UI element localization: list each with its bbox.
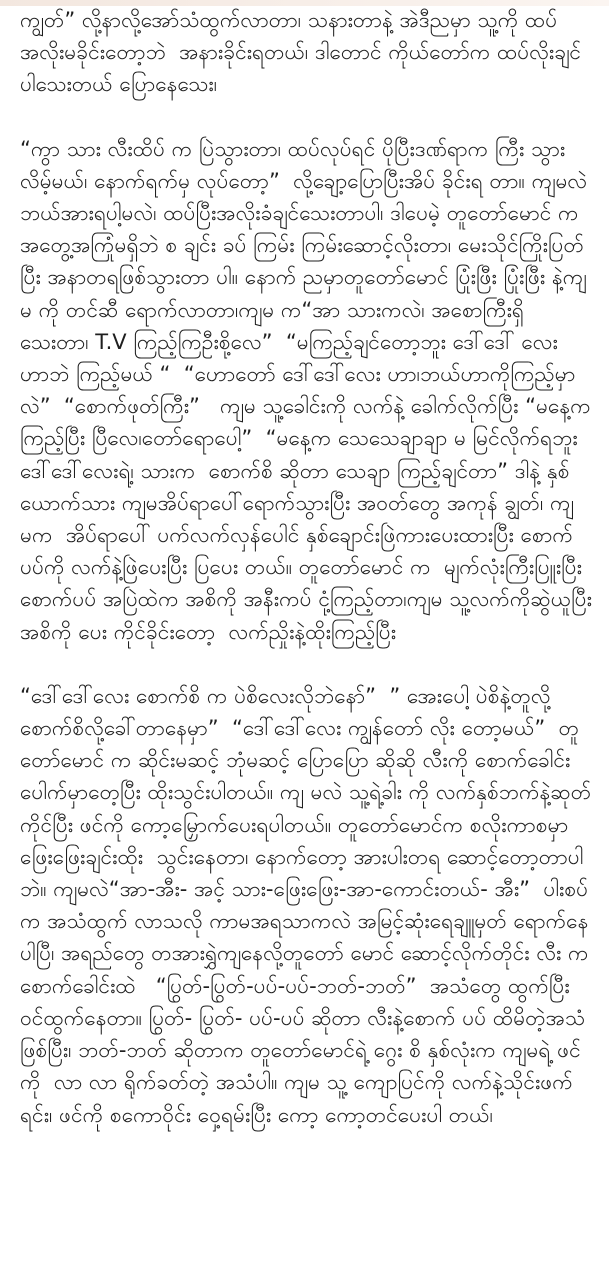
paragraph-1: ကျွတ်” လို့နာလို့အော်သံထွက်လာတာ၊ သနားတာနဲ့ အဲဒီညမှာ သူ့ကို ထပ်အလိုးမခိုင်းတော့ဘဲ အနားခိုင်းရတယ်၊ ဒါတောင် ကိုယ်တော်က ထပ်လိုးချင်ပါသေးတယ် ပြောနေသေး၊ (20, 8, 582, 97)
paragraph-3: “ဒေါ်ဒေါ်လေး စောက်စိ က ပဲစိလေးလိုဘဲနော်” ” အေးပေါ့ ပဲစိနဲ့တူလို့ စောက်စိလို့ခေါ်တာနေမှာ” “ဒေါ်ဒေါ်လေး ကျွန်တော် လိုး တော့မယ်” တူတော်မောင် က ဆိုင်းမဆင့် ဘုံမဆင့် ပြောပြော ဆိုဆို လီးကို စောက်ခေါင်းပေါက်မှာတေ့ပြီး ထိုးသွင်းပါတယ်။ ကျ မလဲ သူ့ရဲ့ခါး ကို လက်နှစ်ဘက်နဲ့ဆုတ်ကိုင်ပြီး ဖင်ကို ကော့မြှောက်ပေးရပါတယ်။ တူတော်မောင်က စလိုးကာစမှာ ဖြေးဖြေးချင်းထိုး သွင်းနေတာ၊ နောက်တော့ အားပါးတရ ဆောင့်တော့တာပါဘဲ။ ကျမလဲ“အာ-အီး- အင့် သား-ဖြေးဖြေး-အာ-ကောင်းတယ်- အီး” ပါးစပ်က အသံထွက် လာသလို ကာမအရသာကလဲ အမြင့်ဆုံးရေချူမှတ် ရောက်နေပါပြီ၊ အရည်တွေ တအားရွှဲကျနေလို့တူတော် မောင် ဆောင့်လိုက်တိုင်း လီး က စောက်ခေါင်းထဲ “ပြွတ်-ပြွတ်-ပပ်-ပပ်-ဘတ်-ဘတ်” အသံတွေ ထွက်ပြီး ဝင်ထွက်နေတာ။ ပြွတ်- ပြွတ်- ပပ်-ပပ် ဆိုတာ လီးနဲ့စောက် ပပ် ထိမိတဲ့အသံဖြစ်ပြီး၊ ဘတ်-ဘတ် ဆိုတာက တူတော်မောင်ရဲ့ ဂွေး စိ နှစ်လုံးက ကျမရဲ့ ဖင်ကို လာ လာ ရိုက်ခတ်တဲ့ အသံပါ။ ကျမ သူ့ ကျောပြင်ကို လက်နဲ့သိုင်းဖက်ရင်း၊ ဖင်ကို စကောဝိုင်း ဝှေ့ရမ်းပြီး ကော့ ကော့တင်ပေးပါ တယ်၊ (20, 683, 596, 1127)
article-body (20, 4, 599, 1131)
paragraph-spacer (20, 648, 592, 680)
paragraph-spacer (20, 101, 592, 133)
paragraph-2: “ကွာ သား လီးထိပ် က ပြဲသွားတာ၊ ထပ်လုပ်ရင် ပိုပြီးဒဏ်ရာက ကြီး သွားလိမ့်မယ်၊ နောက်ရက်မှ လုပ်တော့” လို့ချော့ပြောပြီးအိပ် ခိုင်းရ တာ။ ကျမလဲ ဘယ်အားရပါ့မလဲ၊ ထပ်ပြီးအလိုးခံချင်သေးတာပါ၊ ဒါပေမဲ့ တူတော်မောင် က အတွေ့အကြုံမရှိဘဲ စ ချင်း ခပ် ကြမ်း ကြမ်းဆောင့်လိုးတာ၊ မေးသိုင်ကြိုးပြတ်ပြီး အနာတရဖြစ်သွားတာ ပါ။ နောက် ညမှာတူတော်မောင် ပြုံးဖြီး ပြုံးဖြီး နဲ့ကျမ ကို တင်ဆီ ရောက်လာတာ၊ကျမ က“အာ သားကလဲ၊ အစောကြီးရှိသေးတာ၊ T.V ကြည့်ကြဦးစို့လေ” “မကြည့်ချင်တော့ဘူး ဒေါ်ဒေါ် လေး ဟာဘဲ ကြည့်မယ် “ “ဟောတော် ဒေါ်ဒေါ်လေး ဟာ၊ဘယ်ဟာကိုကြည့်မှာ လဲ” “စောက်ဖုတ်ကြီး” ကျမ သူ့ခေါင်းကို လက်နဲ့ ခေါက်လိုက်ပြီး “မနေ့ကကြည့်ပြီး ပြီလေ၊တော်ရောပေါ့” “မနေ့က သေသေချာချာ မ မြင်လိုက်ရဘူး ဒေါ်ဒေါ်လေးရဲ့၊ သားက စောက်စိ ဆိုတာ သေချာ ကြည့်ချင်တာ” ဒါနဲ့ နှစ်ယောက်သား ကျမအိပ်ရာပေါ်ရောက်သွားပြီး အဝတ်တွေ အကုန် ချွတ်၊ ကျမက အိပ်ရာပေါ် ပက်လက်လှန်ပေါင် နှစ်ချောင်းဖြဲကားပေးထားပြီး စောက်ပပ်ကို လက်နဲ့ဖြဲပေးပြီး ပြပေး တယ်။ တူတော်မောင် က မျက်လုံးကြီးပြူးပြီး စောက်ပပ် အပြဲထဲက အစိကို အနီးကပ် ငုံ့ကြည့်တာ၊ကျမ သူ့လက်ကိုဆွဲယူပြီး အစိကို ပေး ကိုင်ခိုင်းတော့ လက်ညှိုးနဲ့ထိုးကြည့်ပြီး (20, 136, 599, 644)
